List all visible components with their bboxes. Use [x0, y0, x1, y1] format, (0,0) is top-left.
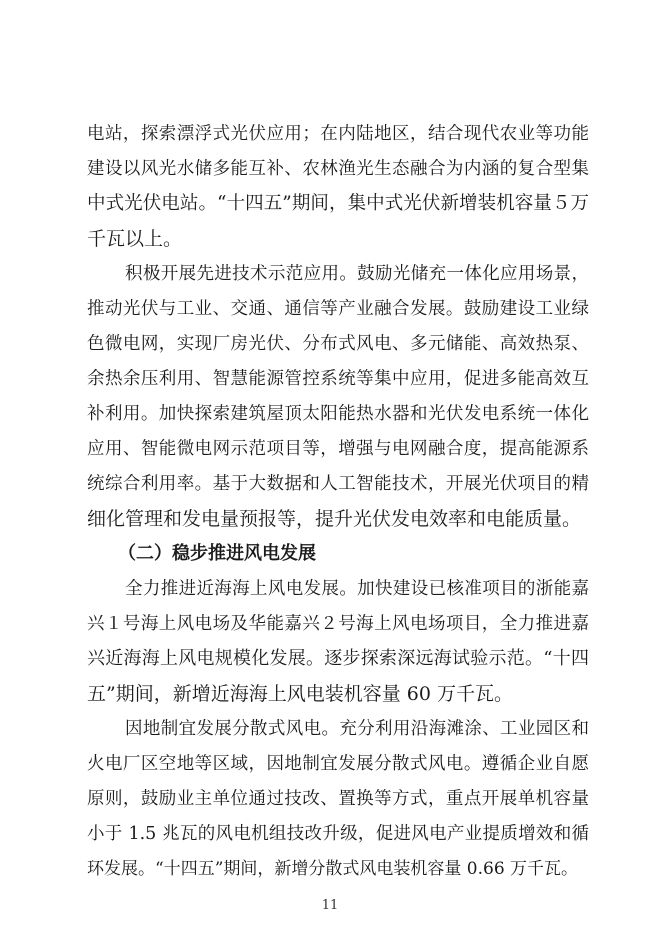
paragraph-line: 推动光伏与工业、交通、通信等产业融合发展。鼓励建设工业绿 — [87, 299, 589, 319]
paragraph-line: 补利用。加快探索建筑屋顶太阳能热水器和光伏发电系统一体化 — [87, 404, 589, 424]
paragraph-line: 电站，探索漂浮式光伏应用；在内陆地区，结合现代农业等功能 — [87, 124, 589, 144]
paragraph-line: 建设以风光水储多能互补、农林渔光生态融合为内涵的复合型集 — [87, 159, 589, 179]
paragraph-line: 应用、智能微电网示范项目等，增强与电网融合度，提高能源系 — [87, 439, 589, 459]
page-number: 11 — [321, 898, 339, 913]
paragraph-line: 因地制宜发展分散式风电。充分利用沿海滩涂、工业园区和 — [125, 719, 589, 739]
paragraph-line: 色微电网，实现厂房光伏、分布式风电、多元储能、高效热泵、 — [87, 334, 589, 354]
paragraph-line: 积极开展先进技术示范应用。鼓励光储充一体化应用场景， — [125, 264, 589, 284]
section-heading: （二）稳步推进风电发展 — [118, 543, 316, 564]
paragraph-line: 兴近海海上风电规模化发展。逐步探索深远海试验示范。“十四 — [87, 648, 589, 669]
paragraph-line: 五”期间，新增近海海上风电装机容量 60 万千瓦。 — [87, 683, 513, 705]
paragraph-line: 统综合利用率。基于大数据和人工智能技术，开展光伏项目的精 — [87, 474, 589, 494]
paragraph-line: 细化管理和发电量预报等，提升光伏发电效率和电能质量。 — [87, 508, 582, 530]
paragraph-line: 全力推进近海海上风电发展。加快建设已核准项目的浙能嘉 — [125, 579, 589, 599]
paragraph-line: 环发展。“十四五”期间，新增分散式风电装机容量 0.66 万千瓦。 — [87, 859, 579, 879]
paragraph-line: 小于 1.5 兆瓦的风电机组技改升级，促进风电产业提质增效和循 — [87, 824, 589, 844]
paragraph-line: 原则，鼓励业主单位通过技改、置换等方式，重点开展单机容量 — [87, 789, 589, 809]
paragraph-line: 兴１号海上风电场及华能嘉兴２号海上风电场项目，全力推进嘉 — [87, 614, 589, 634]
paragraph-line: 千瓦以上。 — [87, 228, 183, 250]
paragraph-line: 中式光伏电站。“十四五”期间，集中式光伏新增装机容量５万 — [87, 193, 589, 214]
paragraph-line: 火电厂区空地等区域，因地制宜发展分散式风电。遵循企业自愿 — [87, 754, 589, 774]
paragraph-line: 余热余压利用、智慧能源管控系统等集中应用，促进多能高效互 — [87, 369, 589, 389]
